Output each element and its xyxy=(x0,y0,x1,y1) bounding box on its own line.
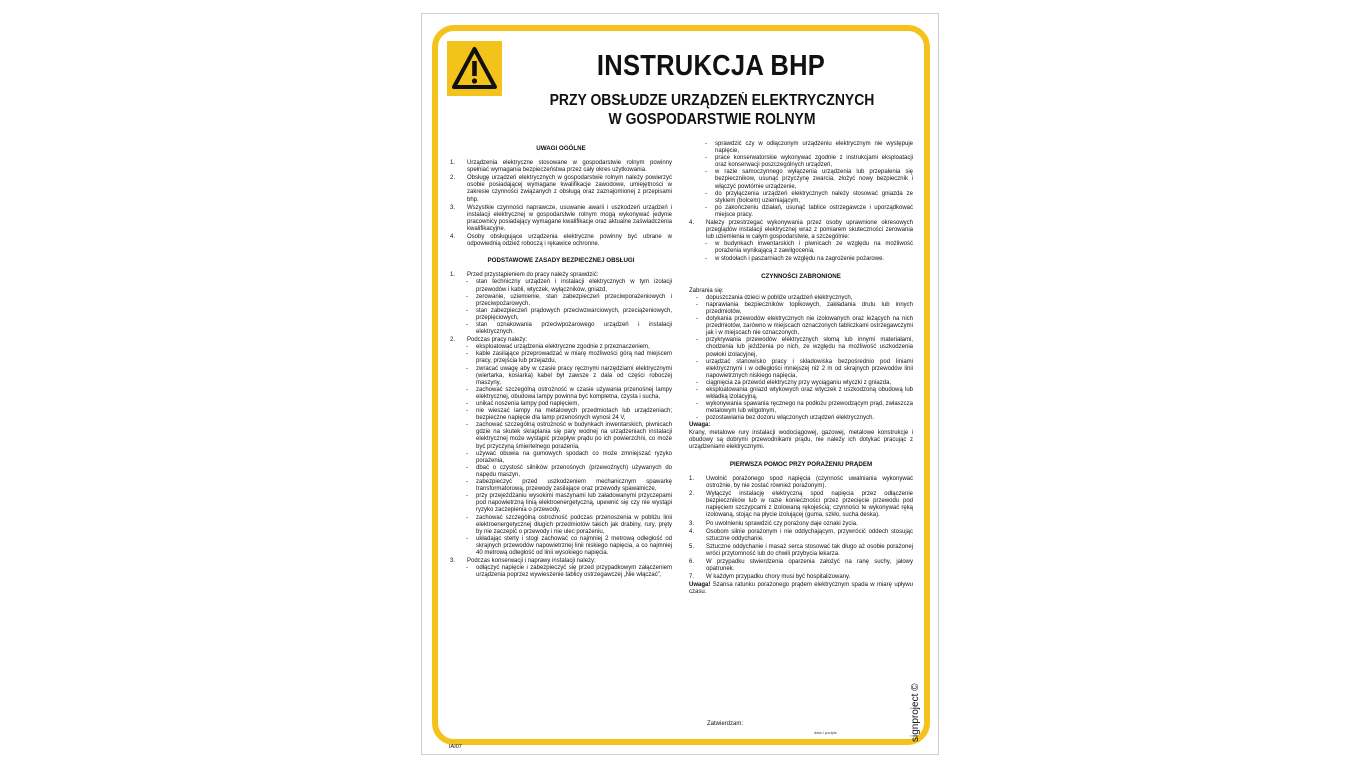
safety-instruction-sheet xyxy=(421,13,939,755)
list-item: 4. Osoby obsługujące urządzenia elektryczne powinny być ubrane w odpowiednią odzież roboczą i rękawice ochronne. xyxy=(450,234,672,248)
list-item: 3. Wszystkie czynności naprawcze, usuwanie awarii i uszkodzeń urządzeń i instalacji elektrycznej w gospodarstwie rolnym mogą wykonywać jedynie pracownicy posiadający wymagane kwalifikacje oraz aktualne zaświadczenia kwalifikacyjne. xyxy=(450,204,672,232)
bullet-item: - w razie samoczynnego wyłączenia urządzenia lub przepalenia się bezpiecznikow, usunąć przyczynę zwarcia, złożyć nowy bezpiecznik i włączyć powtórnie urządzenie, xyxy=(698,169,913,190)
rules-item2-bullets xyxy=(459,344,672,557)
bullet-item: - eksploatowania gniazd wtykowych oraz wtyczek z uszkodzoną obudową lub wkładką izolacyjną, xyxy=(689,387,913,401)
note-label: Uwaga: xyxy=(689,422,711,429)
bullet-item: - odłączyć napięcie i zabezpieczyć się przed przypadkowym załączeniem urządzenia poprzez wywieszenie tablicy ostrzegawczej „Nie włączać”, xyxy=(459,565,672,579)
list-item: 2. Wyłączyć instalację elektryczną spod napięcia przez odłączenie bezpieczników lub w razie konieczności przez przecięcie przewodu pod napięciem szczypcami z izolowaną rękojeścią; czynności te wykonywać ręką izolowaną, stojąc na płycie izolującej (guma, szkło, sucha deska). xyxy=(689,491,913,519)
list-item: 3. Po uwolnieniu sprawdzić czy porażony daje oznaki życia. xyxy=(689,520,858,527)
note-text: Krany, metalowe rury instalacji wodociągowej, gazowej, metalowe konstrukcje i obudowy są dobrymi przewodnikami prądu, nie należy ich dotykać pracując z urządzeniami elektrycznymi. xyxy=(689,429,913,450)
bullet-item: - kable zasilające przeprowadzać w miarę możliwości górą nad miejscem pracy, przejścia lub przejazdu, xyxy=(459,351,672,365)
bullet-item: - stan oznakowania przeciwpożarowego urządzeń i instalacji elektrycznych. xyxy=(459,322,672,336)
bullet-item: - sprawdzić czy w odłączonym urządzeniu elektrycznym nie występuje napięcie, xyxy=(698,141,913,155)
list-item: 5. Sztuczne oddychanie i masaż serca stosować tak długo aż osobie porażonej wróci przytomność lub do chwili przybycia lekarza. xyxy=(689,543,913,557)
bullet-item: - dotykania przewodów elektrycznych nie izolowanych oraz leżących na nich przedmiotów, zarówno w miejscach oznaczonych tabliczkami ostrzegawczymi jak i w miejscach nie oznaczonych, xyxy=(689,316,913,337)
bullet-item: - w stodołach i paszarniach ze względu na zagrożenie pożarowe. xyxy=(698,256,913,263)
section-title-rules: PODSTAWOWE ZASADY BEZPIECZNEJ OBSŁUGI xyxy=(487,257,635,265)
first-aid-note xyxy=(689,582,913,596)
approved-label: Zatwierdzam: xyxy=(707,721,744,727)
list-item: 1. Urządzenia elektryczne stosowane w gospodarstwie rolnym powinny spełniać wymagania bezpieczeństwa przez cały okres użytkowania. xyxy=(450,160,672,174)
bullet-item: - eksploatować urządzenia elektryczne zgodnie z przeznaczeniem, xyxy=(459,344,672,351)
rules-item4-bullets xyxy=(698,241,913,262)
list-item: 7. W każdym przypadku chory musi być hospitalizowany. xyxy=(689,574,851,581)
bullet-item: - unikać noszenia lampy pod napięciem, xyxy=(459,401,672,408)
bullet-item: - zachować szczególną ostrożność w budynkach inwentarskich, piwnicach gdzie na skutek skraplania się pary wodnej na urządzeniach instalacji elektrycznej może wystąpić przepływ prądu po ich powierzchni, co może być przyczyną śmiertelnego porażenia, xyxy=(459,422,672,450)
list-item: 3. Podczas konserwacji i naprawy instalacji należy: - odłączyć napięcie i zabezpieczyć się przed przypadkowym załączeniem urządzenia poprzez wywieszenie tablicy ostrzegawczej „Nie włączać”, xyxy=(450,558,672,579)
note-label: Uwaga! xyxy=(689,582,711,589)
first-aid-list xyxy=(689,476,913,581)
section-title-first-aid: PIERWSZA POMOC PRZY PORAŻENIU PRĄDEM xyxy=(729,460,873,468)
list-item: 6. W przypadku stwierdzenia oparzenia założyć na ranę suchy, jałowy opatrunek. xyxy=(689,558,913,573)
list-item: 4. Należy przestrzegać wykonywania przez osoby uprawnione okresowych przeglądów instalacji elektrycznej wraz z pomiarem skuteczności zerowania lub uziemienia w całym gospodarstwie, a szczególnie: - w budynkach inwentarskich i piwnicach ze względu na możliwość porażenia wynikającą z zawilgocenia, - w stodołach i paszarniach ze względu na zagrożenie pożarowe. xyxy=(689,220,913,263)
bullet-item: - dopuszczania dzieci w pobliże urządzeń elektrycznych, xyxy=(689,295,913,302)
list-item: 1. Uwolnić porażonego spod napięcia (czynność uwalniania wykonywać ostrożnie, by nie zostać również porażonym). xyxy=(689,475,913,490)
signature-caption: data i podpis xyxy=(814,730,837,735)
list-item: 4. Osobom silnie porażonym i nie oddychającym, przywrócić oddech stosując sztuczne oddychanie. xyxy=(689,528,913,542)
rules-list xyxy=(450,272,672,579)
section-title-forbidden: CZYNNOŚCI ZABRONIONE xyxy=(761,272,841,280)
bullet-item: - pozostawiania bez dozoru włączonych urządzeń elektrycznych. xyxy=(689,415,913,422)
bullet-item: - zachować szczególną ostrożność podczas przenoszenia w pobliżu linii elektroenergetycznej długich przedmiotów takich jak drabiny, rury, pręty by nie zaczepić o przewody i nie ulec porażeniu, xyxy=(459,515,672,536)
bullet-item: - zachować szczególną ostrożność w czasie używania przenośnej lampy elektrycznej, obudowa lampy powinna być kompletna, czysta i sucha, xyxy=(459,387,672,401)
bullet-item: - zerowanie, uziemienie, stan zabezpieczeń przeciwporażeniowych i przeciwpożarowych, xyxy=(459,294,672,308)
rules-item1-bullets xyxy=(459,279,672,336)
bullet-item: - przy przejeżdżaniu wysokimi maszynami lub załadowanymi przyczepami pod napowietrzną linią elektroenergetyczną, upewnić się czy nie wystąpi ryzyko zaczepienia o przewody, xyxy=(459,493,672,514)
bullet-item: - po zakończeniu działań, usunąć tablice ostrzegawcze i uporządkować miejsce pracy. xyxy=(698,205,913,219)
left-column xyxy=(450,145,672,580)
bullet-item: - wykonywania spawania ręcznego na podłożu przewodzącym prąd, zwłaszcza metalowym lub wilgotnym, xyxy=(689,401,913,415)
bullet-item: - przykrywania przewodów elektrycznych słomą lub innymi materiałami, chodzenia lub jeżdżenia po nich, ze względu na możliwość uszkodzenia powłoki izolacyjnej, xyxy=(689,337,913,358)
right-column xyxy=(689,141,913,596)
rules-item3-bullets-right xyxy=(689,141,913,219)
bullet-item: - do przyłączenia urządzeń elektrycznych należy stosować gniazda ze stykiem (bolcem) uziemiającym, xyxy=(698,191,913,205)
bullet-item: - układając sterty i stogi zachować co najmniej 2 metrową odległość od skrajnych przewodów napowietrznej linii niskiego napięcia, a co najmniej 40 metrową odległość od linii wysokiego napięcia. xyxy=(459,536,672,557)
list-item: 1. Przed przystąpieniem do pracy należy sprawdzić: - stan techniczny urządzeń i instalacji elektrycznych w tym izolacji przewodów i kabli, wtyczek, wyłączników, gniazd, - zerowanie, uziemienie, stan zabezpieczeń przeciwporażeniowych i przeciwpożarowych, - stan zabezpieczeń prądowych przeciwzwarciowych, przeciążeniowych, przepięciowych, - stan oznakowania przeciwpożarowego urządzeń i instalacji elektrycznych. xyxy=(450,272,672,336)
page-title: INSTRUKCJA BHP xyxy=(596,50,826,82)
bullet-item: - dbać o czystość silników przenośnych (przewoźnych) używanych do napędu maszyn, xyxy=(459,465,672,479)
forbidden-note xyxy=(689,422,913,450)
product-code: IAI07 xyxy=(449,744,462,750)
list-item: 2. Obsługę urządzeń elektrycznych w gospodarstwie rolnym należy powierzyć osobie posiadającej wymagane kwalifikacje zawodowe, umiejętności w zakresie czynności związanych z obsługą oraz zaznajomionej z przepisami bhp. xyxy=(450,175,672,203)
subtitle-line-2: W GOSPODARSTWIE ROLNYM xyxy=(608,111,816,128)
rules-list-continued xyxy=(689,220,913,263)
warning-triangle-icon xyxy=(447,41,502,96)
bullet-item: - w budynkach inwentarskich i piwnicach ze względu na możliwość porażenia wynikającą z zawilgocenia, xyxy=(698,241,913,255)
general-list xyxy=(450,160,672,248)
brand-logo: signproject © xyxy=(910,683,921,742)
forbidden-intro: Zabrania się: xyxy=(689,287,724,294)
bullet-item: - zwracać uwagę aby w czasie pracy ręcznymi narzędziami elektrycznymi (wiertarka, kosiarka) kabel był zawsze z dala od części roboczej maszyny, xyxy=(459,366,672,387)
forbidden-list xyxy=(689,295,913,423)
subtitle-line-1: PRZY OBSŁUDZE URZĄDZEŃ ELEKTRYCZNYCH xyxy=(549,92,875,109)
page-subtitle xyxy=(514,91,910,129)
bullet-item: - prace konserwatorskie wykonywać zgodnie z instrukcjami eksploatacji oraz konserwacji poszczególnych urządzeń, xyxy=(698,155,913,169)
bullet-item: - stan techniczny urządzeń i instalacji elektrycznych w tym izolacji przewodów i kabli, wtyczek, wyłączników, gniazd, xyxy=(459,279,672,293)
note-text: Szansa ratunku porażonego prądem elektrycznym spada w miarę upływu czasu. xyxy=(689,582,913,596)
bullet-item: - nie wieszać lampy na metalowych przedmiotach lub urządzeniach; bezpieczne napięcie dla lamp przenośnych wynosi 24 V, xyxy=(459,408,672,422)
bullet-item: - ciągnięcia za przewód elektryczny przy wyciąganiu wtyczki z gniazda, xyxy=(689,380,913,387)
section-title-general: UWAGI OGÓLNE xyxy=(536,145,586,152)
bullet-item: - urządzać stanowisko pracy i składowiska bezpośrednio pod liniami elektrycznymi i w odległości mniejszej niż 2 m od skrajnych przewodów linii napowietrznych niskiego napięcia, xyxy=(689,359,913,380)
list-item: 2. Podczas pracy należy: - eksploatować urządzenia elektryczne zgodnie z przeznaczeniem, - kable zasilające przeprowadzać w miarę możliwości górą nad miejscem pracy, przejścia lub przejazdu, - zwracać uwagę aby w czasie pracy ręcznymi narzędziami elektrycznymi (wiertarka, kosiarka) kabel był zawsze z dala od części roboczej maszyny, - zachować szczególną ostrożność w czasie używania przenośnej lampy elektrycznej, obudowa lampy powinna być kompletna, czysta i sucha, - unikać noszenia lampy pod napięciem, - nie wieszać lampy na metalowych przedmiotach lub urządzeniach; bezpieczne napięcie dla lamp przenośnych wynosi 24 V, - zachować szczególną ostrożność w budynkach inwentarskich, piwnicach gdzie na skutek skraplania się pary wodnej na urządzeniach instalacji elektrycznej może wystąpić przepływ prądu po ich powierzchni, co może być przyczyną śmiertelnego porażenia, - używać obuwia na gumowych spodach co może zmniejszać ryzyko porażenia, - dbać o czystość silników przenośnych (przewoźnych) używanych do napędu maszyn, - zabezpieczyć przed uszkodzeniem mechanicznym spawarkę transformatorową, przewody zasilające oraz przewody spawalnicze, - przy przejeżdżaniu wysokimi maszynami lub załadowanymi przyczepami pod napowietrzną linią elektroenergetyczną, upewnić się czy nie wystąpi ryzyko zaczepienia o przewody, - zachować szczególną ostrożność podczas przenoszenia w pobliżu linii elektroenergetycznej długich przedmiotów takich jak drabiny, rury, pręty by nie zaczepić o przewody i nie ulec porażeniu, - układając sterty i stogi zachować co najmniej 2 metrową odległość od skrajnych przewodów napowietrznej linii niskiego napięcia, a co najmniej 40 metrową odległość od linii wysokiego napięcia. xyxy=(450,337,672,557)
bullet-item: - stan zabezpieczeń prądowych przeciwzwarciowych, przeciążeniowych, przepięciowych, xyxy=(459,308,672,322)
bullet-item: - naprawiania bezpieczników topikowych, zakładania drutu lub innych przedmiotów, xyxy=(689,302,913,316)
bullet-item: - zabezpieczyć przed uszkodzeniem mechanicznym spawarkę transformatorową, przewody zasilające oraz przewody spawalnicze, xyxy=(459,479,672,493)
bullet-item: - używać obuwia na gumowych spodach co może zmniejszać ryzyko porażenia, xyxy=(459,451,672,465)
rules-item3-bullets-left xyxy=(459,565,672,579)
